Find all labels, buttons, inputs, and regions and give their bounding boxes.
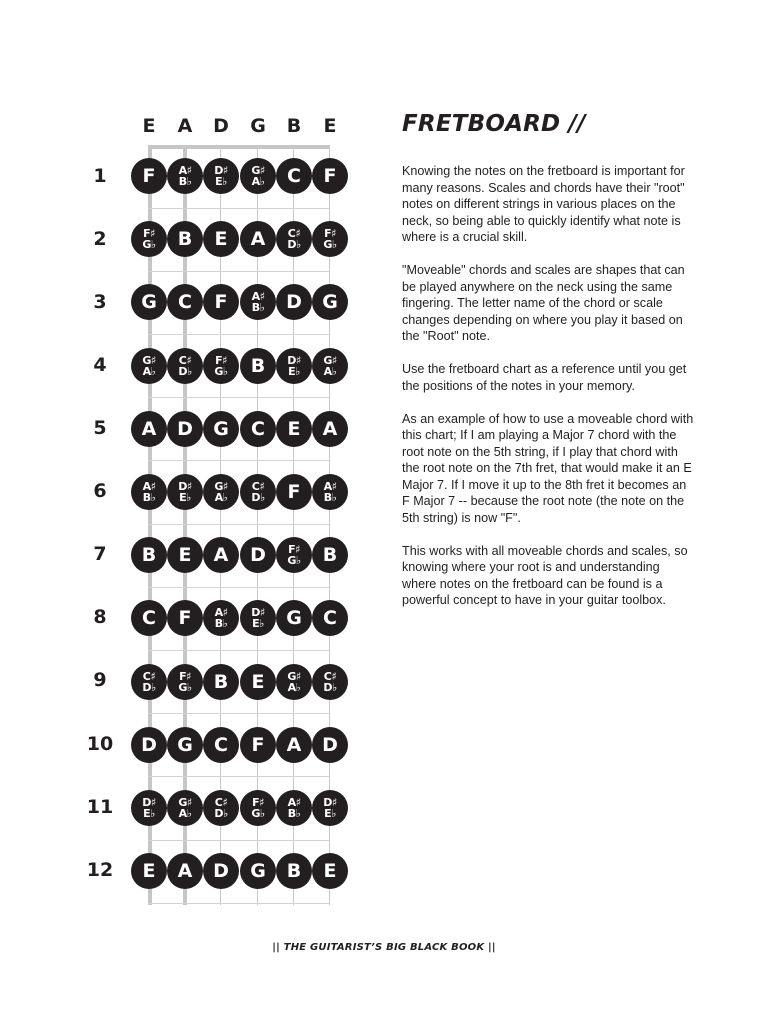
note-label: F (323, 164, 337, 187)
note-fret-4-string-b (276, 348, 312, 384)
fret-line-5 (148, 460, 330, 461)
note-fret-2-string-low-e (131, 221, 167, 257)
note-fret-2-string-a (167, 221, 203, 257)
note-flat-label: B♭ (214, 617, 228, 630)
note-fret-11-string-g (240, 790, 276, 826)
note-fret-8-string-low-e (131, 600, 167, 636)
note-fret-5-string-low-e (131, 411, 167, 447)
note-fret-12-string-high-e (312, 853, 348, 889)
fret-line-8 (148, 650, 330, 651)
note-label: G (213, 417, 229, 440)
fretboard-nut (148, 145, 330, 149)
note-label: D (322, 733, 338, 756)
note-label: G (322, 290, 338, 313)
string-header-g: G (250, 115, 266, 137)
note-flat-label: B♭ (251, 301, 265, 314)
note-label: B (141, 543, 157, 566)
note-label: B (322, 543, 338, 566)
note-fret-12-string-g (240, 853, 276, 889)
note-sharp-label: F♯ (179, 670, 191, 683)
note-sharp-label: D♯ (323, 796, 337, 809)
note-label: D (250, 543, 266, 566)
paragraph-example: As an example of how to use a moveable chord with this chart; If I am playing a Major 7 chord with the root note on the 5th string, if I play that chord with the root note on the 7th fret, that would make it an E Major 7. If I move it up to the 8th fret it becomes an F Major 7 -- because the root note (the note on the 5th string) is now "F". (402, 411, 694, 525)
note-flat-label: A♭ (251, 175, 265, 188)
note-flat-label: E♭ (324, 807, 336, 820)
string-header-d: D (213, 115, 229, 137)
note-fret-1-string-g (240, 158, 276, 194)
note-label: C (142, 606, 156, 629)
note-fret-3-string-a (167, 284, 203, 320)
note-fret-1-string-a (167, 158, 203, 194)
note-sharp-label: F♯ (288, 543, 300, 556)
note-fret-3-string-high-e (312, 284, 348, 320)
fret-line-12 (148, 903, 330, 904)
note-flat-label: A♭ (142, 365, 156, 378)
note-fret-2-string-g (240, 221, 276, 257)
note-flat-label: A♭ (178, 807, 192, 820)
note-label: F (178, 606, 192, 629)
paragraph-importance: Knowing the notes on the fretboard is important for many reasons. Scales and chords have their "root" notes on different strings in various places on the neck, so being able to quickly identify what note is where is a crucial skill. (402, 164, 685, 244)
note-fret-7-string-low-e (131, 537, 167, 573)
fret-number-10: 10 (86, 733, 114, 755)
fret-number-8: 8 (93, 606, 107, 628)
note-fret-3-string-low-e (131, 284, 167, 320)
note-fret-7-string-b (276, 537, 312, 573)
note-flat-label: A♭ (287, 681, 301, 694)
fret-line-11 (148, 840, 330, 841)
note-fret-5-string-high-e (312, 411, 348, 447)
paragraph-conclusion: This works with all moveable chords and scales, so knowing where your root is and understanding where notes on the fretboard can be found is a powerful concept to have in your guitar toolbox. (402, 543, 688, 607)
note-label: C (323, 606, 337, 629)
note-fret-6-string-high-e (312, 474, 348, 510)
note-flat-label: A♭ (214, 491, 228, 504)
note-flat-label: D♭ (323, 681, 337, 694)
note-fret-8-string-high-e (312, 600, 348, 636)
note-fret-10-string-high-e (312, 727, 348, 763)
note-fret-6-string-low-e (131, 474, 167, 510)
fret-number-2: 2 (93, 228, 107, 250)
note-fret-11-string-low-e (131, 790, 167, 826)
fret-line-7 (148, 587, 330, 588)
note-fret-3-string-d (203, 284, 239, 320)
note-sharp-label: F♯ (215, 354, 227, 367)
note-sharp-label: D♯ (251, 606, 265, 619)
paragraph-moveable: "Moveable" chords and scales are shapes that can be played anywhere on the neck using the same fingering. The letter name of the chord or scale changes depending on where you play it based on the "Root" note. (402, 263, 685, 343)
note-label: G (286, 606, 302, 629)
note-flat-label: G♭ (142, 238, 156, 251)
note-sharp-label: G♯ (214, 480, 228, 493)
note-fret-12-string-b (276, 853, 312, 889)
note-label: F (214, 290, 228, 313)
note-fret-10-string-d (203, 727, 239, 763)
note-sharp-label: A♯ (323, 480, 337, 493)
note-label: A (322, 417, 338, 440)
note-fret-10-string-g (240, 727, 276, 763)
note-label: C (251, 417, 265, 440)
paragraph-reference: Use the fretboard chart as a reference until you get the positions of the notes in your memory. (402, 362, 687, 393)
fret-number-11: 11 (86, 796, 114, 818)
note-fret-4-string-g (240, 348, 276, 384)
note-label: C (287, 164, 301, 187)
fret-number-9: 9 (93, 669, 107, 691)
note-fret-9-string-low-e (131, 664, 167, 700)
note-fret-5-string-a (167, 411, 203, 447)
fret-number-12: 12 (86, 859, 114, 881)
note-label: E (287, 417, 301, 440)
note-fret-2-string-b (276, 221, 312, 257)
note-label: E (214, 227, 228, 250)
note-sharp-label: A♯ (178, 164, 192, 177)
note-sharp-label: F♯ (324, 227, 336, 240)
note-fret-11-string-b (276, 790, 312, 826)
note-fret-3-string-b (276, 284, 312, 320)
note-flat-label: G♭ (178, 681, 192, 694)
note-fret-8-string-d (203, 600, 239, 636)
note-sharp-label: C♯ (287, 227, 301, 240)
fretboard-grid (148, 145, 330, 905)
note-sharp-label: C♯ (251, 480, 265, 493)
note-sharp-label: C♯ (214, 796, 228, 809)
note-label: F (287, 480, 301, 503)
note-flat-label: G♭ (323, 238, 337, 251)
note-flat-label: E♭ (143, 807, 155, 820)
note-sharp-label: D♯ (142, 796, 156, 809)
note-label: F (251, 733, 265, 756)
note-label: C (178, 290, 192, 313)
note-label: E (142, 859, 156, 882)
fret-line-3 (148, 334, 330, 335)
note-fret-12-string-a (167, 853, 203, 889)
note-sharp-label: C♯ (323, 670, 337, 683)
note-label: B (177, 227, 193, 250)
note-fret-6-string-g (240, 474, 276, 510)
note-sharp-label: A♯ (251, 290, 265, 303)
note-flat-label: E♭ (179, 491, 191, 504)
note-fret-1-string-b (276, 158, 312, 194)
note-fret-8-string-b (276, 600, 312, 636)
note-fret-9-string-d (203, 664, 239, 700)
note-fret-4-string-high-e (312, 348, 348, 384)
note-sharp-label: A♯ (142, 480, 156, 493)
note-label: E (251, 670, 265, 693)
note-flat-label: A♭ (323, 365, 337, 378)
note-label: A (141, 417, 157, 440)
note-fret-7-string-d (203, 537, 239, 573)
note-label: A (213, 543, 229, 566)
note-fret-1-string-high-e (312, 158, 348, 194)
note-label: D (177, 417, 193, 440)
note-flat-label: E♭ (252, 617, 264, 630)
fret-line-9 (148, 713, 330, 714)
note-label: B (250, 354, 266, 377)
note-fret-4-string-d (203, 348, 239, 384)
note-fret-7-string-high-e (312, 537, 348, 573)
note-sharp-label: A♯ (287, 796, 301, 809)
string-header-low-e: E (142, 115, 156, 137)
note-flat-label: E♭ (288, 365, 300, 378)
note-label: A (250, 227, 266, 250)
note-sharp-label: G♯ (251, 164, 265, 177)
note-flat-label: E♭ (215, 175, 227, 188)
note-sharp-label: D♯ (287, 354, 301, 367)
note-label: B (213, 670, 229, 693)
note-flat-label: D♭ (251, 491, 265, 504)
note-sharp-label: F♯ (143, 227, 155, 240)
note-label: D (213, 859, 229, 882)
note-sharp-label: F♯ (252, 796, 264, 809)
note-fret-3-string-g (240, 284, 276, 320)
note-label: D (286, 290, 302, 313)
note-fret-10-string-low-e (131, 727, 167, 763)
fret-number-4: 4 (93, 354, 107, 376)
note-sharp-label: D♯ (214, 164, 228, 177)
note-flat-label: G♭ (214, 365, 228, 378)
note-fret-8-string-a (167, 600, 203, 636)
note-sharp-label: G♯ (323, 354, 337, 367)
note-fret-10-string-a (167, 727, 203, 763)
note-label: E (323, 859, 337, 882)
string-header-a: A (177, 115, 193, 137)
fret-number-5: 5 (93, 417, 107, 439)
note-fret-8-string-g (240, 600, 276, 636)
note-fret-10-string-b (276, 727, 312, 763)
note-sharp-label: C♯ (142, 670, 156, 683)
note-flat-label: B♭ (142, 491, 156, 504)
fret-line-1 (148, 208, 330, 209)
note-sharp-label: C♯ (178, 354, 192, 367)
body-text (402, 163, 694, 625)
fret-number-7: 7 (93, 543, 107, 565)
note-label: F (142, 164, 156, 187)
note-fret-5-string-g (240, 411, 276, 447)
note-flat-label: B♭ (287, 807, 301, 820)
note-sharp-label: G♯ (142, 354, 156, 367)
note-label: E (178, 543, 192, 566)
fret-number-6: 6 (93, 480, 107, 502)
note-fret-9-string-a (167, 664, 203, 700)
note-label: G (250, 859, 266, 882)
fret-number-3: 3 (93, 291, 107, 313)
note-flat-label: D♭ (142, 681, 156, 694)
page-title: FRETBOARD // (402, 111, 586, 137)
note-fret-12-string-d (203, 853, 239, 889)
fret-line-2 (148, 271, 330, 272)
fret-line-10 (148, 776, 330, 777)
note-flat-label: D♭ (178, 365, 192, 378)
note-flat-label: G♭ (287, 554, 301, 567)
note-label: D (141, 733, 157, 756)
fret-line-4 (148, 397, 330, 398)
note-fret-12-string-low-e (131, 853, 167, 889)
note-label: A (286, 733, 302, 756)
note-sharp-label: D♯ (178, 480, 192, 493)
note-flat-label: G♭ (251, 807, 265, 820)
note-fret-9-string-b (276, 664, 312, 700)
fret-line-6 (148, 524, 330, 525)
note-fret-5-string-d (203, 411, 239, 447)
note-label: G (177, 733, 193, 756)
note-flat-label: B♭ (323, 491, 337, 504)
note-flat-label: B♭ (178, 175, 192, 188)
note-fret-7-string-g (240, 537, 276, 573)
note-fret-2-string-d (203, 221, 239, 257)
note-sharp-label: A♯ (214, 606, 228, 619)
note-flat-label: D♭ (214, 807, 228, 820)
note-fret-7-string-a (167, 537, 203, 573)
note-fret-9-string-g (240, 664, 276, 700)
note-flat-label: D♭ (287, 238, 301, 251)
note-label: G (141, 290, 157, 313)
string-header-b: B (286, 115, 302, 137)
fret-number-1: 1 (93, 165, 107, 187)
note-sharp-label: G♯ (287, 670, 301, 683)
note-fret-11-string-a (167, 790, 203, 826)
note-fret-4-string-a (167, 348, 203, 384)
note-fret-5-string-b (276, 411, 312, 447)
footer-book-title: || THE GUITARIST’S BIG BLACK BOOK || (272, 942, 496, 953)
note-label: C (214, 733, 228, 756)
note-fret-1-string-low-e (131, 158, 167, 194)
note-sharp-label: G♯ (178, 796, 192, 809)
note-label: B (286, 859, 302, 882)
string-header-high-e: E (323, 115, 337, 137)
note-fret-11-string-d (203, 790, 239, 826)
note-fret-6-string-b (276, 474, 312, 510)
note-fret-6-string-d (203, 474, 239, 510)
note-fret-2-string-high-e (312, 221, 348, 257)
note-fret-1-string-d (203, 158, 239, 194)
note-label: A (177, 859, 193, 882)
note-fret-6-string-a (167, 474, 203, 510)
note-fret-4-string-low-e (131, 348, 167, 384)
note-fret-9-string-high-e (312, 664, 348, 700)
note-fret-11-string-high-e (312, 790, 348, 826)
